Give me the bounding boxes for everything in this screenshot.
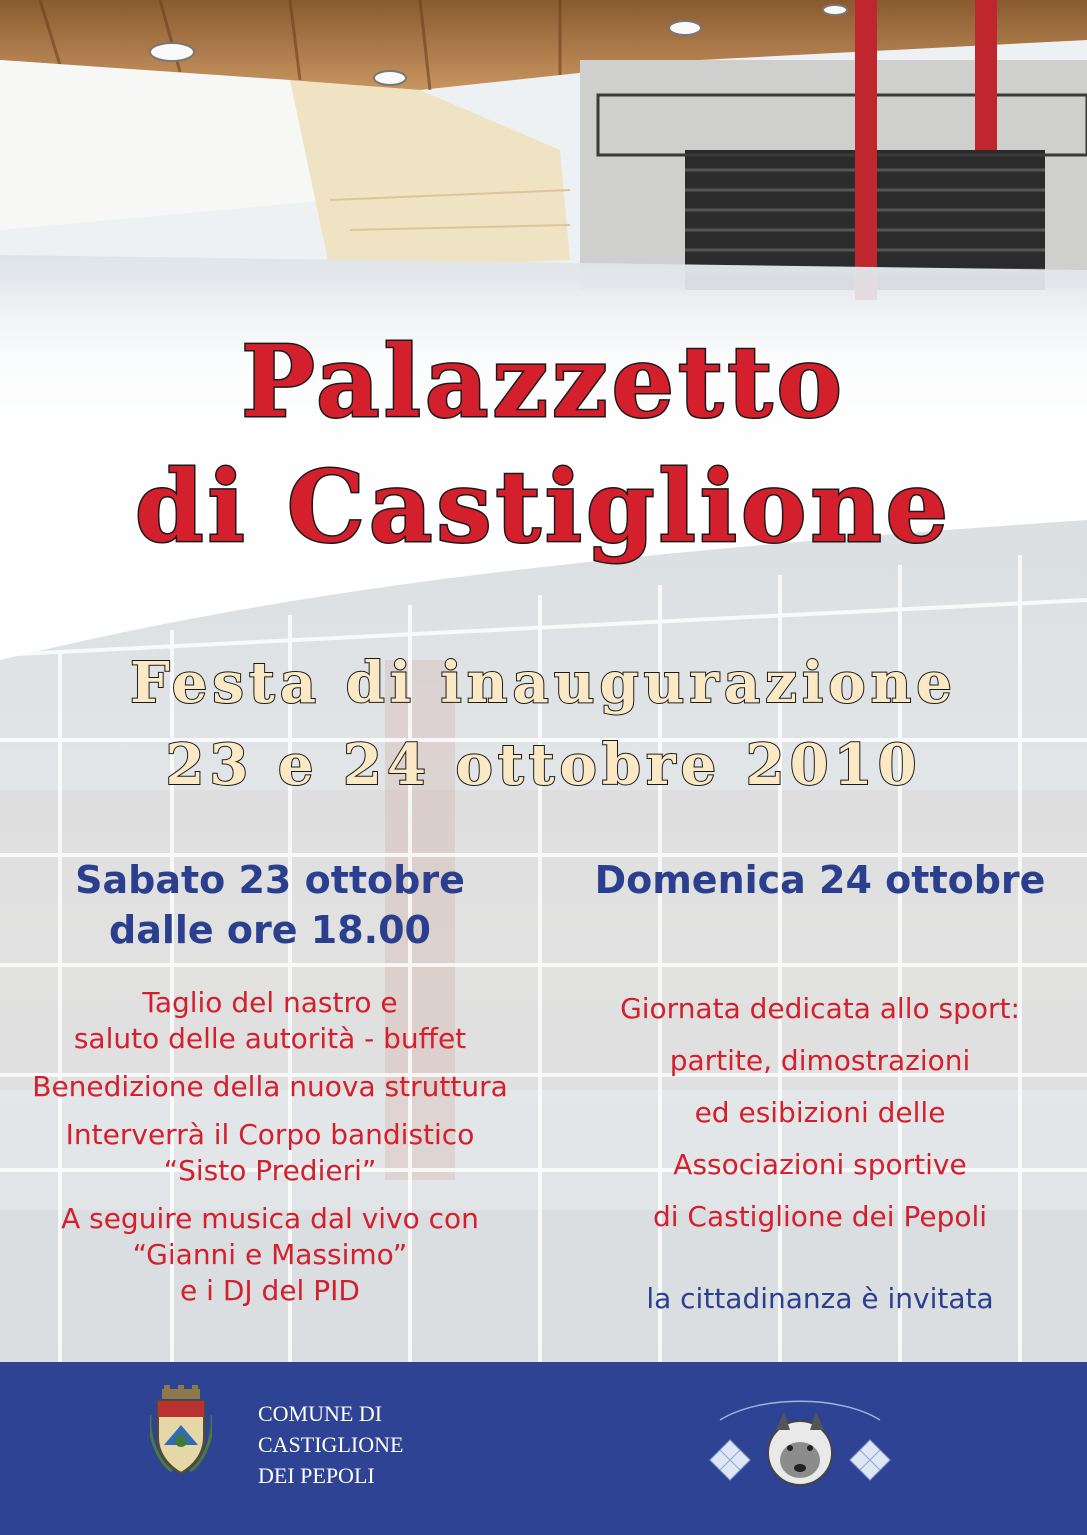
program-item: Taglio del nastro e: [142, 986, 398, 1019]
program-item: partite, dimostrazioni: [669, 1044, 971, 1077]
program-item: Giornata dedicata allo sport:: [620, 992, 1020, 1025]
sunday-heading: Domenica 24 ottobre: [594, 858, 1046, 902]
program-item: di Castiglione dei Pepoli: [652, 1200, 988, 1233]
comune-name-line: COMUNE DI: [258, 1401, 383, 1426]
sunday-program: [560, 983, 1080, 1243]
saturday-program: [20, 985, 520, 1309]
event-subtitle: Festa di inaugurazione: [130, 650, 957, 716]
program-item: ed esibizioni delle: [694, 1096, 946, 1129]
comune-name-line: DEI PEPOLI: [258, 1463, 375, 1488]
program-item: Benedizione della nuova struttura: [32, 1070, 508, 1103]
program-item: saluto delle autorità - buffet: [73, 1022, 467, 1055]
program-item: e i DJ del PID: [180, 1274, 360, 1307]
poster-title-line2: di Castiglione: [135, 450, 952, 565]
event-dates: 23 e 24 ottobre 2010: [165, 732, 922, 798]
program-item: Interverrà il Corpo bandistico: [65, 1118, 475, 1151]
poster-title-line1: Palazzetto: [241, 325, 846, 440]
program-item: A seguire musica dal vivo con: [61, 1202, 479, 1235]
program-item: “Gianni e Massimo”: [132, 1238, 408, 1271]
comune-name-line: CASTIGLIONE: [258, 1432, 404, 1457]
comune-name: [258, 1398, 403, 1491]
saturday-time: dalle ore 18.00: [109, 908, 431, 952]
program-item: “Sisto Predieri”: [163, 1154, 377, 1187]
wolf-club-logo-icon: [690, 1390, 910, 1490]
saturday-date: Sabato 23 ottobre: [75, 858, 465, 902]
coat-of-arms-icon: [150, 1385, 212, 1475]
program-item: Associazioni sportive: [673, 1148, 967, 1181]
saturday-heading: [30, 855, 510, 955]
invitation-text: la cittadinanza è invitata: [646, 1282, 994, 1315]
